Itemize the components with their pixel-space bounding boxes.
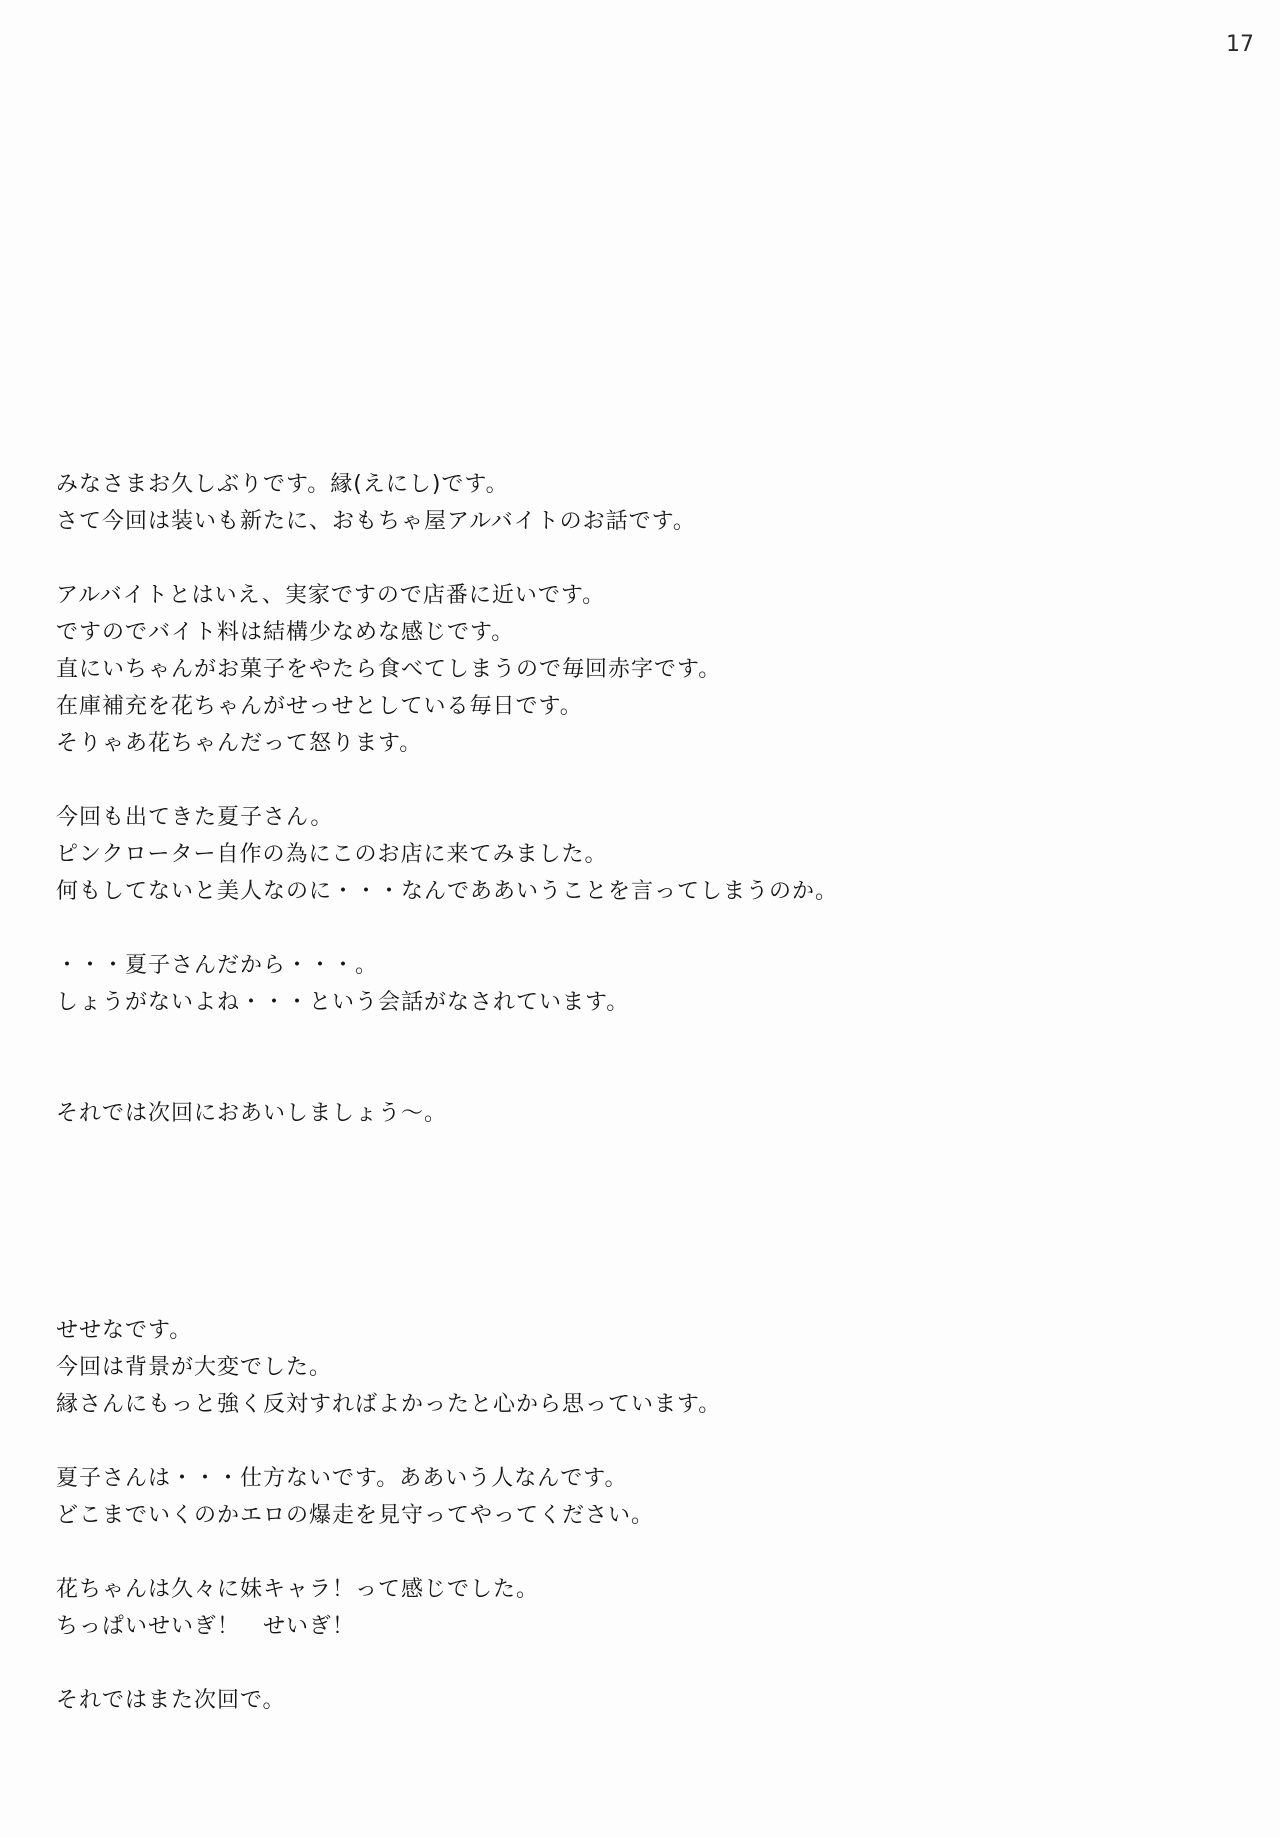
blank-line (56, 1534, 1236, 1571)
text-line: それではまた次回で。 (56, 1688, 286, 1713)
text-line: それでは次回におあいしましょう～。 (56, 1101, 448, 1126)
afterword-senena (56, 1312, 1236, 1719)
text-line: 在庫補充を花ちゃんがせっせとしている毎日です。 (56, 694, 583, 719)
text-line: 何もしてないと美人なのに・・・なんでああいうことを言ってしまうのか。 (56, 879, 839, 904)
text-line: アルバイトとはいえ、実家ですので店番に近いです。 (56, 583, 606, 608)
text-line: どこまでいくのかエロの爆走を見守ってやってください。 (56, 1503, 655, 1528)
text-line: しょうがないよね・・・という会話がなされています。 (56, 990, 630, 1015)
text-line: ですのでバイト料は結構少なめな感じです。 (56, 620, 515, 645)
text-line: せせなです。 (56, 1318, 193, 1343)
text-line: さて今回は装いも新たに、おもちゃ屋アルバイトのお話です。 (56, 509, 696, 534)
blank-line (56, 762, 1236, 799)
blank-line (56, 1645, 1236, 1682)
blank-line (56, 910, 1236, 947)
blank-line (56, 1423, 1236, 1460)
text-line: 直にいちゃんがお菓子をやたら食べてしまうので毎回赤字です。 (56, 657, 722, 682)
text-line: そりゃあ花ちゃんだって怒ります。 (56, 731, 423, 756)
page-number: 17 (1226, 32, 1254, 57)
text-line: 今回は背景が大変でした。 (56, 1355, 333, 1380)
text-line: ちっぱいせいぎ！ せいぎ！ (56, 1614, 356, 1639)
text-line: ピンクローター自作の為にこのお店に来てみました。 (56, 842, 608, 867)
text-line: 花ちゃんは久々に妹キャラ！って感じでした。 (56, 1577, 540, 1602)
text-line: みなさまお久しぶりです。縁(えにし)です。 (56, 472, 509, 497)
blank-line (56, 1058, 1236, 1095)
blank-line (56, 1021, 1236, 1058)
text-line: 夏子さんは・・・仕方ないです。ああいう人なんです。 (56, 1466, 628, 1491)
afterword-enishi (56, 466, 1236, 1132)
text-line: ・・・夏子さんだから・・・。 (56, 953, 379, 978)
text-line: 今回も出てきた夏子さん。 (56, 805, 334, 830)
text-line: 縁さんにもっと強く反対すればよかったと心から思っています。 (56, 1392, 722, 1417)
blank-line (56, 540, 1236, 577)
